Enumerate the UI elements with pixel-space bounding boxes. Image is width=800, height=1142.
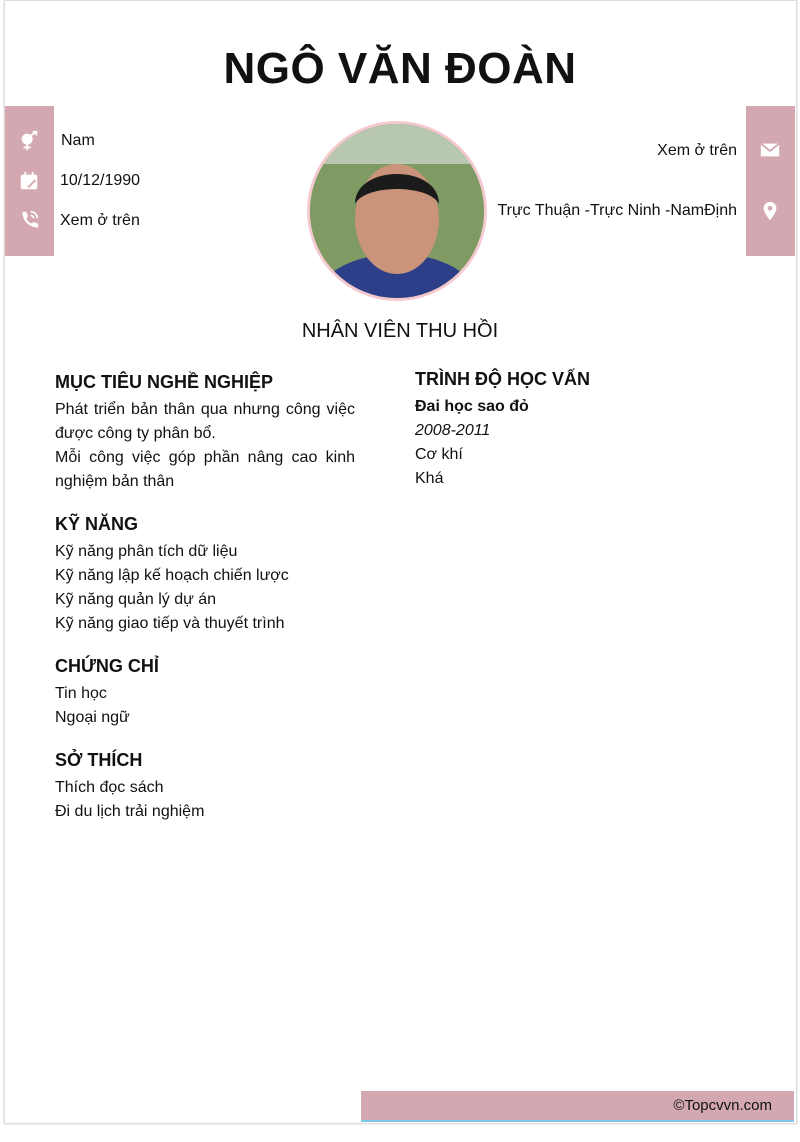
education-heading: TRÌNH ĐỘ HỌC VẤN (415, 369, 590, 389)
phone-value: Xem ở trên (60, 212, 140, 229)
certs-heading: CHỨNG CHỈ (55, 656, 159, 676)
skills-section (55, 512, 355, 636)
skill-item: Kỹ năng phân tích dữ liệu (55, 543, 238, 560)
school-name: Đai học sao đỏ (415, 398, 529, 415)
gender-value: Nam (61, 132, 95, 149)
gender-icon (18, 130, 40, 152)
hobbies-section (55, 748, 355, 824)
left-contact-bar (5, 106, 54, 256)
objective-heading: MỤC TIÊU NGHỀ NGHIỆP (55, 372, 274, 392)
objective-line: Phát triển bản thân qua nhưng công việc được công ty phân bổ. (55, 401, 355, 442)
right-contact-bar (746, 106, 795, 256)
objective-line: Mỗi công việc góp phần nâng cao kinh nghiệm bản thân (55, 449, 355, 490)
profile-photo (307, 121, 487, 301)
education-section (415, 367, 715, 491)
grade: Khá (415, 470, 444, 487)
footer-credit: ©Topcvvn.com (673, 1097, 772, 1114)
study-period: 2008-2011 (415, 422, 491, 439)
skill-item: Kỹ năng quản lý dự án (55, 591, 217, 608)
objective-section (55, 370, 355, 494)
cert-item: Tin học (55, 685, 107, 702)
left-column (55, 370, 355, 842)
skill-item: Kỹ năng giao tiếp và thuyết trình (55, 615, 285, 632)
address-value: Trực Thuận -Trực Ninh -NamĐịnh (497, 202, 737, 219)
hobby-item: Thích đọc sách (55, 779, 164, 796)
phone-icon (18, 209, 40, 231)
cert-item: Ngoại ngữ (55, 709, 130, 726)
footer-bar (361, 1091, 794, 1122)
candidate-name: NGÔ VĂN ĐOÀN (223, 44, 577, 93)
certs-section (55, 654, 355, 730)
major: Cơ khí (415, 446, 463, 463)
skill-item: Kỹ năng lập kế hoạch chiến lược (55, 567, 289, 584)
email-value: Xem ở trên (657, 142, 737, 159)
skills-heading: KỸ NĂNG (55, 514, 139, 534)
location-icon (759, 200, 781, 222)
calendar-icon (18, 170, 40, 192)
birthday-value: 10/12/1990 (60, 172, 141, 189)
hobby-item: Đi du lịch trải nghiệm (55, 803, 205, 820)
job-title: NHÂN VIÊN THU HỒI (301, 320, 499, 342)
hobbies-heading: SỞ THÍCH (55, 750, 143, 770)
email-icon (759, 139, 781, 161)
